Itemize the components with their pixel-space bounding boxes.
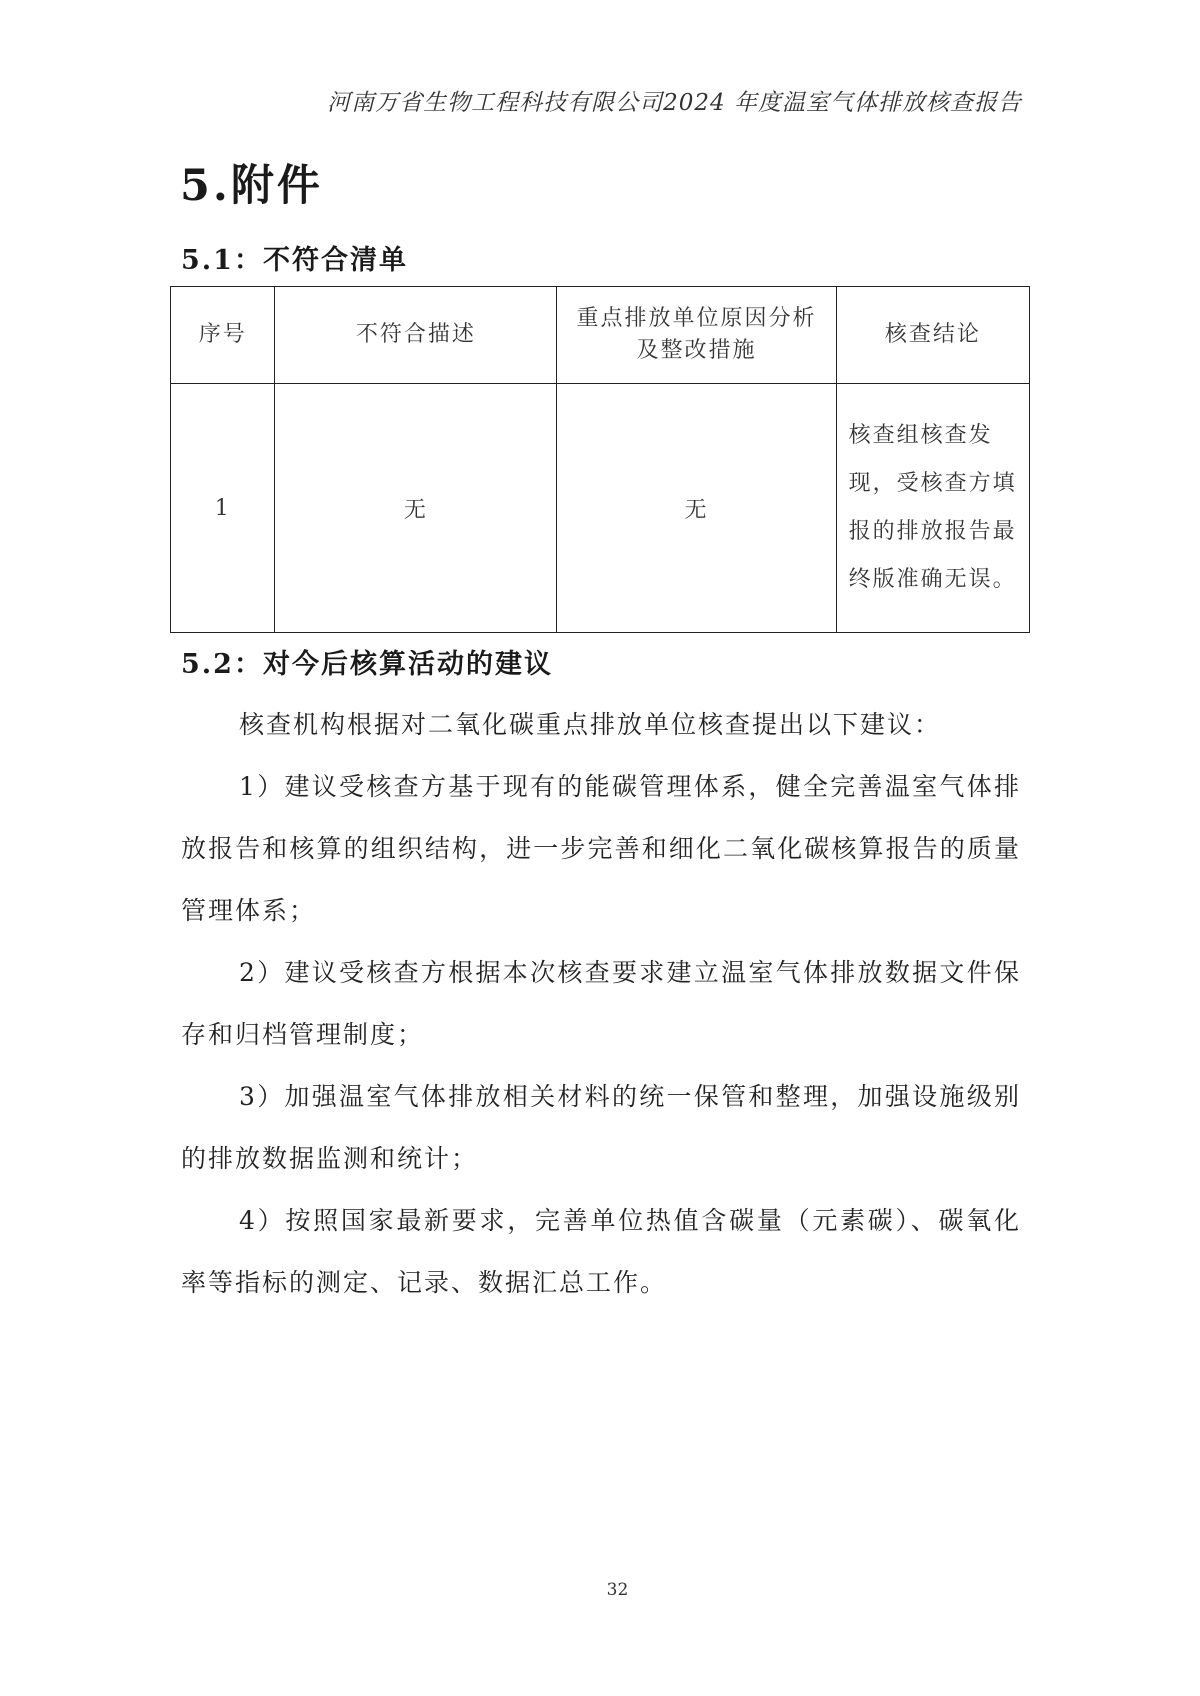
table-header-row — [171, 287, 1030, 384]
column-header-conclusion: 核查结论 — [836, 287, 1029, 384]
page-number: 32 — [606, 1580, 629, 1600]
section-title: 5.附件 — [180, 161, 323, 211]
nonconformity-table — [170, 286, 1030, 633]
subsection-title-suggestions: 5.2：对今后核算活动的建议 — [181, 649, 553, 680]
suggestion-item-1: 1）建议受核查方基于现有的能碳管理体系，健全完善温室气体排放报告和核算的组织结构，进一步完善和细化二氧化碳核算报告的质量管理体系； — [181, 772, 1021, 925]
column-header-description: 不符合描述 — [275, 287, 557, 384]
cell-index: 1 — [171, 384, 275, 633]
column-header-analysis: 重点排放单位原因分析及整改措施 — [557, 287, 836, 384]
cell-conclusion: 核查组核查发现，受核查方填报的排放报告最终版准确无误。 — [836, 384, 1029, 633]
table-row — [171, 384, 1030, 633]
cell-description: 无 — [275, 384, 557, 633]
running-header: 河南万省生物工程科技有限公司2024 年度温室气体排放核查报告 — [327, 90, 1022, 116]
suggestions-intro: 核查机构根据对二氧化碳重点排放单位核查提出以下建议： — [239, 710, 942, 739]
suggestion-item-3: 3）加强温室气体排放相关材料的统一保管和整理，加强设施级别的排放数据监测和统计； — [181, 1082, 1021, 1173]
suggestion-item-2: 2）建议受核查方根据本次核查要求建立温室气体排放数据文件保存和归档管理制度； — [181, 958, 1021, 1049]
suggestion-item-4: 4）按照国家最新要求，完善单位热值含碳量（元素碳）、碳氧化率等指标的测定、记录、数据汇总工作。 — [181, 1206, 1021, 1297]
column-header-index: 序号 — [171, 287, 275, 384]
subsection-title-nonconformity: 5.1：不符合清单 — [181, 245, 408, 276]
cell-analysis: 无 — [557, 384, 836, 633]
